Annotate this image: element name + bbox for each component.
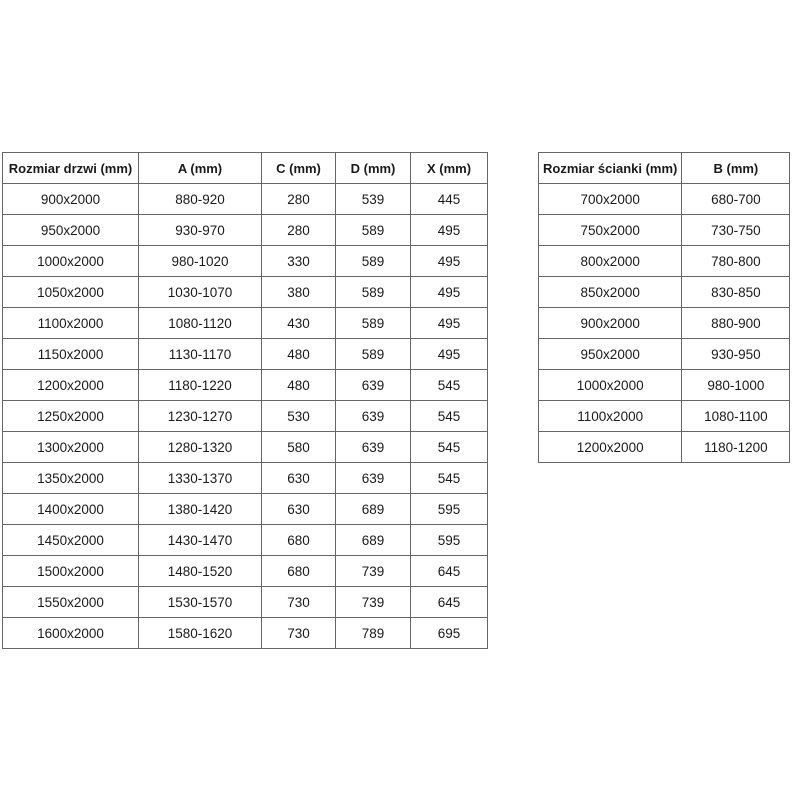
cell: 1180-1200 — [682, 432, 790, 463]
cell: 630 — [262, 463, 336, 494]
table-row — [539, 339, 790, 370]
cell: 1000x2000 — [539, 370, 682, 401]
cell: 639 — [336, 370, 411, 401]
column-header: B (mm) — [682, 153, 790, 184]
cell: 545 — [411, 401, 488, 432]
cell: 900x2000 — [3, 184, 139, 215]
door-table-header-row — [3, 153, 488, 184]
cell: 689 — [336, 525, 411, 556]
cell: 380 — [262, 277, 336, 308]
table-row — [3, 525, 488, 556]
cell: 545 — [411, 463, 488, 494]
cell: 1280-1320 — [139, 432, 262, 463]
cell: 589 — [336, 339, 411, 370]
cell: 589 — [336, 215, 411, 246]
cell: 280 — [262, 215, 336, 246]
cell: 280 — [262, 184, 336, 215]
wall-table-header-row — [539, 153, 790, 184]
door-size-table — [2, 152, 488, 649]
cell: 1230-1270 — [139, 401, 262, 432]
cell: 1500x2000 — [3, 556, 139, 587]
table-row — [539, 432, 790, 463]
cell: 700x2000 — [539, 184, 682, 215]
table-row — [3, 587, 488, 618]
cell: 530 — [262, 401, 336, 432]
cell: 1580-1620 — [139, 618, 262, 649]
cell: 980-1000 — [682, 370, 790, 401]
cell: 495 — [411, 308, 488, 339]
cell: 850x2000 — [539, 277, 682, 308]
table-row — [3, 246, 488, 277]
column-header: D (mm) — [336, 153, 411, 184]
table-row — [3, 370, 488, 401]
cell: 545 — [411, 370, 488, 401]
cell: 1480-1520 — [139, 556, 262, 587]
cell: 950x2000 — [539, 339, 682, 370]
cell: 730-750 — [682, 215, 790, 246]
table-row — [539, 215, 790, 246]
cell: 880-920 — [139, 184, 262, 215]
column-header: X (mm) — [411, 153, 488, 184]
cell: 595 — [411, 494, 488, 525]
wall-size-table — [538, 152, 790, 463]
cell: 639 — [336, 463, 411, 494]
cell: 445 — [411, 184, 488, 215]
cell: 830-850 — [682, 277, 790, 308]
cell: 595 — [411, 525, 488, 556]
table-row — [539, 308, 790, 339]
cell: 880-900 — [682, 308, 790, 339]
cell: 645 — [411, 587, 488, 618]
table-row — [539, 277, 790, 308]
cell: 1030-1070 — [139, 277, 262, 308]
table-row — [3, 618, 488, 649]
table-row — [3, 215, 488, 246]
cell: 539 — [336, 184, 411, 215]
cell: 1080-1120 — [139, 308, 262, 339]
column-header: Rozmiar drzwi (mm) — [3, 153, 139, 184]
cell: 1080-1100 — [682, 401, 790, 432]
cell: 630 — [262, 494, 336, 525]
table-row — [3, 463, 488, 494]
cell: 480 — [262, 370, 336, 401]
cell: 330 — [262, 246, 336, 277]
cell: 730 — [262, 587, 336, 618]
cell: 980-1020 — [139, 246, 262, 277]
table-row — [3, 494, 488, 525]
cell: 1130-1170 — [139, 339, 262, 370]
table-row — [3, 277, 488, 308]
cell: 589 — [336, 246, 411, 277]
cell: 495 — [411, 246, 488, 277]
cell: 689 — [336, 494, 411, 525]
cell: 695 — [411, 618, 488, 649]
table-row — [3, 556, 488, 587]
cell: 1200x2000 — [3, 370, 139, 401]
column-header: C (mm) — [262, 153, 336, 184]
cell: 430 — [262, 308, 336, 339]
table-row — [3, 308, 488, 339]
cell: 1530-1570 — [139, 587, 262, 618]
cell: 495 — [411, 277, 488, 308]
cell: 1430-1470 — [139, 525, 262, 556]
cell: 1150x2000 — [3, 339, 139, 370]
cell: 1000x2000 — [3, 246, 139, 277]
cell: 1250x2000 — [3, 401, 139, 432]
cell: 1450x2000 — [3, 525, 139, 556]
cell: 589 — [336, 277, 411, 308]
table-row — [539, 246, 790, 277]
table-row — [3, 401, 488, 432]
cell: 1180-1220 — [139, 370, 262, 401]
cell: 1550x2000 — [3, 587, 139, 618]
table-row — [539, 401, 790, 432]
cell: 1100x2000 — [3, 308, 139, 339]
cell: 930-970 — [139, 215, 262, 246]
cell: 780-800 — [682, 246, 790, 277]
cell: 639 — [336, 401, 411, 432]
cell: 480 — [262, 339, 336, 370]
cell: 739 — [336, 556, 411, 587]
cell: 589 — [336, 308, 411, 339]
cell: 739 — [336, 587, 411, 618]
table-row — [539, 370, 790, 401]
cell: 1330-1370 — [139, 463, 262, 494]
cell: 545 — [411, 432, 488, 463]
cell: 800x2000 — [539, 246, 682, 277]
cell: 1200x2000 — [539, 432, 682, 463]
column-header: Rozmiar ścianki (mm) — [539, 153, 682, 184]
table-row — [539, 184, 790, 215]
cell: 645 — [411, 556, 488, 587]
cell: 495 — [411, 339, 488, 370]
cell: 1400x2000 — [3, 494, 139, 525]
cell: 750x2000 — [539, 215, 682, 246]
cell: 1380-1420 — [139, 494, 262, 525]
cell: 1600x2000 — [3, 618, 139, 649]
cell: 1350x2000 — [3, 463, 139, 494]
cell: 680-700 — [682, 184, 790, 215]
cell: 680 — [262, 556, 336, 587]
cell: 789 — [336, 618, 411, 649]
cell: 680 — [262, 525, 336, 556]
cell: 1050x2000 — [3, 277, 139, 308]
table-row — [3, 339, 488, 370]
cell: 730 — [262, 618, 336, 649]
cell: 1100x2000 — [539, 401, 682, 432]
cell: 1300x2000 — [3, 432, 139, 463]
cell: 580 — [262, 432, 336, 463]
cell: 639 — [336, 432, 411, 463]
cell: 495 — [411, 215, 488, 246]
column-header: A (mm) — [139, 153, 262, 184]
table-row — [3, 432, 488, 463]
cell: 900x2000 — [539, 308, 682, 339]
cell: 930-950 — [682, 339, 790, 370]
cell: 950x2000 — [3, 215, 139, 246]
table-row — [3, 184, 488, 215]
